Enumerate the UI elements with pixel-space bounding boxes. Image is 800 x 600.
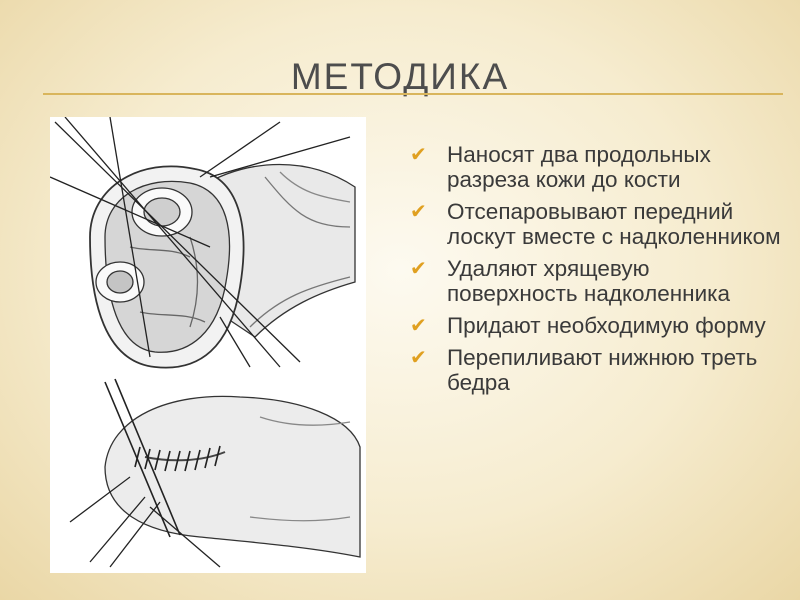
bullet-text: Отсепаровывают передний лоскут вместе с надколенником — [447, 199, 781, 249]
list-item — [410, 199, 785, 249]
list-item — [410, 256, 785, 306]
bullet-text: Придают необходимую форму — [447, 313, 766, 338]
surgical-illustration-image — [50, 117, 366, 573]
list-item — [410, 345, 785, 395]
list-item — [410, 142, 785, 192]
bullet-text: Перепиливают нижнюю треть бедра — [447, 345, 758, 395]
bullet-text: Удаляют хрящевую поверхность надколенника — [447, 256, 730, 306]
surgical-illustration-icon — [50, 117, 366, 573]
list-item — [410, 313, 785, 338]
bullet-text: Наносят два продольных разреза кожи до кости — [447, 142, 711, 192]
checkmark-icon: ✔ — [410, 144, 427, 166]
checkmark-icon: ✔ — [410, 201, 427, 223]
bullet-list — [410, 142, 785, 402]
slide-title: МЕТОДИКА — [290, 56, 510, 97]
checkmark-icon: ✔ — [410, 315, 427, 337]
checkmark-icon: ✔ — [410, 258, 427, 280]
title-divider — [43, 93, 783, 95]
checkmark-icon: ✔ — [410, 347, 427, 369]
